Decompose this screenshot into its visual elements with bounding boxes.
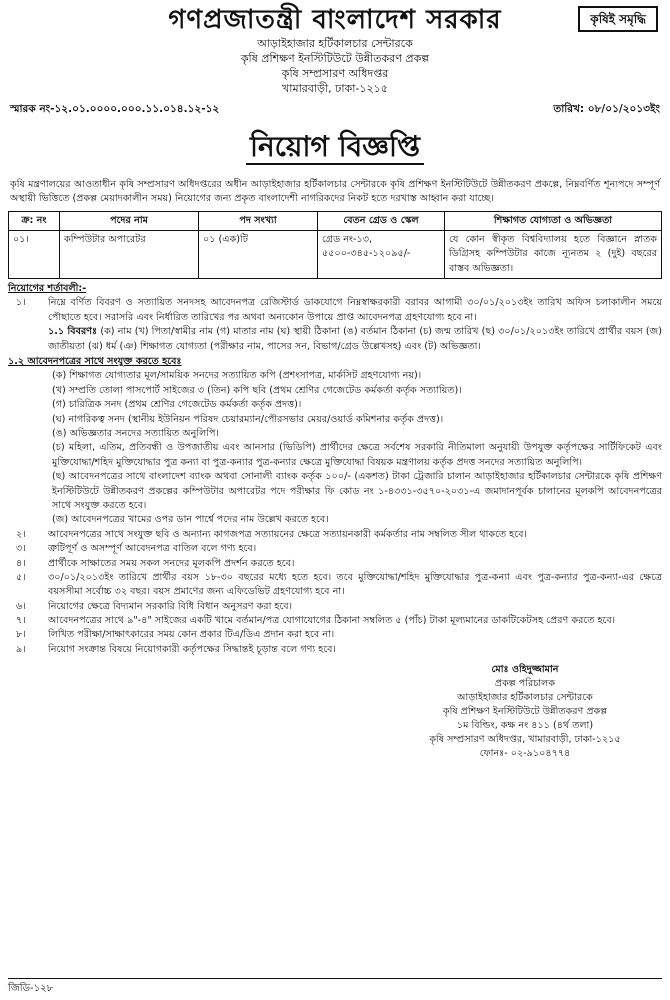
attachments-title: ১.২ আবেদনপত্রের সাথে সংযুক্ত করতে হবেঃ: [8, 356, 182, 368]
memo-reference: স্মারক নং-১২.০১.০০০০.০০০.১১.০১৪.১২-১২: [10, 103, 220, 115]
table-header: বেতন গ্রেড ও স্কেল: [318, 211, 445, 230]
condition-number: ৪।: [16, 557, 26, 569]
condition-item: [8, 600, 662, 614]
condition-text: আবেদনপত্রের সাথে ৯"-৪" সাইজের একটি খামে বর্তমান/পত্র যোগাযোগের ঠিকানা সম্বলিত ৫ (পাঁচ) টাকা মূল্যমানের ডাকটিকেটসহ প্রেরণ করতে হবে।: [48, 615, 616, 627]
header-line: খামারবাড়ী, ঢাকা-১২১৫: [282, 82, 388, 95]
condition-text: নিয়োগ সংক্রান্ত বিষয়ে নিয়োগকারী কর্তৃপক্ষের সিদ্ধান্তই চূড়ান্ত বলে গণ্য হবে।: [48, 643, 336, 655]
attachment-item: (ক) শিক্ষাগত যোগ্যতার মূল/সাময়িক সনদের সত্যায়িত কপি (প্রশংসাপত্র, মার্কসিট গ্রহণযোগ্য নয়)।: [52, 370, 422, 382]
bio-data-label: ১.১ বিবরণঃ: [48, 326, 98, 338]
signature-line: প্রকল্প পরিচালক: [494, 678, 556, 690]
condition-number: ৫।: [16, 571, 26, 583]
condition-item: [8, 643, 662, 657]
condition-number: ৯।: [16, 643, 26, 655]
attachment-item: (ছ) আবেদনপত্রের সাথে বাংলাদেশ ব্যাংক অথবা সোনালী ব্যাংক কর্তৃক ১০০/- (একশত) টাকা ট্রেজারি চালান আড়াইহাজার হর্টিকালচার সেন্টারকে কৃষি প্রশিক্ষণ ইনস্টিটিউটে উন্নীতকরণ প্রকল্পের কম্পিউটার অপারেটর পদে পরীক্ষার ফি কোড নং ১-৪৩৩১-৩৫৭০-২০৩১-এ জমাদানপূর্বক চালানের মূলকপি আবেদনপত্রের সাথে সংযুক্ত করতে হবে।: [52, 471, 662, 511]
condition-item: [8, 571, 662, 600]
condition-item: [8, 614, 662, 628]
bio-data-text: (ক) নাম (খ) পিতা/স্বামীর নাম (গ) মাতার নাম (ঘ) স্থায়ী ঠিকানা (ঙ) বর্তমান ঠিকানা (চ) জন্ম তারিখ (ছ) ৩০/০১/২০১৩ইং তারিখে প্রার্থীর বয়স (জ) জাতীয়তা (ঝ) ধর্ম (ঞ) শিক্ষাগত যোগ্যতা (পরীক্ষার নাম, পাসের সন, বিভাগ/গ্রেড উল্লেখসহ) এবং (ট) অভিজ্ঞতা।: [48, 326, 662, 352]
condition-item: [8, 542, 662, 556]
condition-item: [8, 557, 662, 571]
condition-text: ত্রুটিপূর্ণ ও অসম্পূর্ণ আবেদনপত্র বাতিল বলে গণ্য হবে।: [48, 543, 257, 555]
signature-block: [380, 663, 670, 760]
attachment-item: (ঙ) অভিজ্ঞতার সনদের সত্যায়িত অনুলিপি।: [52, 428, 219, 439]
signatory-name: মোঃ ওহিদুজ্জামান: [491, 664, 559, 676]
memo-date: তারিখ: ০৮/০১/২০১৩ইং: [553, 103, 660, 115]
condition-text: লিখিত পরীক্ষা/সাক্ষাৎকারের সময় কোন প্রকার টিএ/ডিএ প্রদান করা হবে না।: [48, 629, 335, 641]
header-line: কৃষি প্রশিক্ষণ ইনস্টিটিউটে উন্নীতকরণ প্রকল্প: [240, 52, 430, 65]
conditions-title: নিয়োগের শর্তাবলী:-: [8, 283, 87, 295]
table-cell: ০১।: [9, 230, 60, 278]
condition-number: ১।: [16, 297, 26, 309]
condition-item: [8, 528, 662, 542]
condition-number: ৭।: [16, 615, 26, 627]
attachment-item: (খ) সম্প্রতি তোলা পাসপোর্ট সাইজের ৩ (তিন) কপি ছবি (প্রথম শ্রেণির গেজেটেড কর্মকর্তা কর্তৃক সত্যায়িত)।: [52, 384, 462, 396]
header: [8, 0, 662, 96]
condition-number: ২।: [16, 528, 26, 540]
attachment-item: (ঘ) নাগরিকত্ব সনদ (স্থানীয় ইউনিয়ন পরিষদ চেয়ারম্যান/পৌরসভার মেয়র/ওয়ার্ড কমিশনার কর্তৃক প্রদত্ত)।: [52, 413, 444, 425]
condition-number: ৮।: [16, 629, 26, 641]
government-title: গণপ্রজাতন্ত্রী বাংলাদেশ সরকার: [168, 5, 502, 35]
condition-number: ৩।: [16, 543, 26, 555]
attachment-item: (জ) আবেদনপত্রের খামের ওপর ডান পার্শ্বে পদের নাম উল্লেখ করতে হবে।: [52, 514, 329, 526]
signature-line: ১ম বিল্ডিং, কক্ষ নং ৪১১ (৪র্থ তলা): [456, 719, 594, 731]
condition-text: প্রার্থীকে সাক্ষাতের সময় সকল সনদের মূলকপি প্রদর্শন করতে হবে।: [48, 557, 295, 569]
attachment-item: (গ) চারিত্রিক সনদ (প্রথম শ্রেণির গেজেটেড কর্মকর্তা কর্তৃক প্রদত্ত)।: [52, 399, 302, 411]
table-cell: যে কোন স্বীকৃত বিশ্ববিদ্যালয় হতে বিজ্ঞানে স্নাতক ডিগ্রিসহ কম্পিউটার কাজে ন্যূনতম ২ (দুই) বছরের বাস্তব অভিজ্ঞতা।: [445, 230, 662, 278]
signature-line: কৃষি সম্প্রসারণ অধিদপ্তর, খামারবাড়ী, ঢাকা-১২১৫: [429, 733, 621, 745]
table-cell: গ্রেড নং-১৩, ৫৫০০-৩৪৫-১২০৯৫/-: [318, 230, 445, 278]
notice-title: নিয়োগ বিজ্ঞপ্তি: [8, 126, 662, 168]
slogan-stamp: কৃষিই সমৃদ্ধি: [578, 6, 658, 32]
condition-number: ৬।: [16, 600, 26, 612]
signature-line: কৃষি প্রশিক্ষণ ইনস্টিটিউটে উন্নীতকরণ প্রকল্প: [442, 705, 608, 717]
condition-item: [8, 296, 662, 354]
condition-text: নিম্নে বর্ণিত বিবরণ ও সত্যায়িত সনদসহ আবেদনপত্র রেজিস্টার্ড ডাকযোগে নিম্নস্বাক্ষরকারী বরাবর আগামী ৩০/০১/২০১৩ইং তারিখ অফিস চলাকালীন সময়ে পৌছাতে হবে। সরাসরি এবং নির্ধারিত তারিখের পর অথবা অন্যকোন উপায়ে প্রাপ্ত আবেদনপত্র গ্রহণযোগ্য হবে না। ১.১ বিবরণঃ (ক) নাম (খ) পিতা/স্বামীর নাম (গ) মাতার নাম (ঘ) স্থায়ী ঠিকানা (ঙ) বর্তমান ঠিকানা (চ) জন্ম তারিখ (ছ) ৩০/০১/২০১৩ইং তারিখে প্রার্থীর বয়স (জ) জাতীয়তা (ঝ) ধর্ম (ঞ) শিক্ষাগত যোগ্যতা (পরীক্ষার নাম, পাসের সন, বিভাগ/গ্রেড উল্লেখসহ) এবং (ট) অভিজ্ঞতা।: [48, 296, 662, 354]
vacancy-table: [8, 211, 662, 280]
header-line: আড়াইহাজার হর্টিকালচার সেন্টারকে: [257, 37, 413, 50]
table-header: ক্র: নং: [9, 211, 60, 230]
condition-text: নিয়োগের ক্ষেত্রে বিদ্যমান সরকারি বিধি বিধান অনুসরণ করা হবে।: [48, 600, 293, 612]
signature-line: আড়াইহাজার হর্টিকালচার সেন্টারকে: [457, 692, 593, 704]
footer-code: জিডি-১২৮: [8, 978, 662, 996]
table-row: [9, 230, 662, 278]
signature-line: ফোনঃ- ০২-৯১০৪৭৭৪: [479, 747, 571, 759]
attachment-item: (চ) মহিলা, এতিম, প্রতিবন্ধী ও উপজাতীয় এবং আনসার (ভিডিপি) প্রার্থীদের ক্ষেত্রে সর্বশেষ সরকারি নীতিমালা অনুযায়ী উপযুক্ত কর্তৃপক্ষের সার্টিফিকেট এবং মুক্তিযোদ্ধা/শহিদ মুক্তিযোদ্ধার পুত্র কন্যা বা পুত্র-কন্যার পুত্র-কন্যার ক্ষেত্রে মুক্তিযোদ্ধা বিষয়ক মন্ত্রণালয় কর্তৃক প্রদত্ত সনদের সত্যায়িত অনুলিপি।: [52, 442, 662, 468]
table-header-row: [9, 211, 662, 230]
intro-paragraph: কৃষি মন্ত্রণালয়ের আওতাধীন কৃষি সম্প্রসারণ অধিদপ্তরের অধীন আড়াইহাজার হর্টিকালচার সেন্টারকে কৃষি প্রশিক্ষণ ইনস্টিটিউটে উন্নীতকরণ প্রকল্পে, নিম্নবর্ণিত শূন্যপদে সম্পূর্ণ অস্থায়ী ভিত্তিতে (প্রকল্প মেয়াদকালীন সময়) নিয়োগের জন্য প্রকৃত বাংলাদেশী নাগরিকদের নিকট হতে দরখাস্ত আহ্বান করা যাচ্ছে।: [10, 178, 660, 205]
bio-data-item: [48, 325, 662, 354]
table-cell: কম্পিউটার অপারেটর: [60, 230, 199, 278]
table-cell: ০১ (এক)টি: [199, 230, 318, 278]
table-header: পদের নাম: [60, 211, 199, 230]
condition-text: আবেদনপত্রের সাথে সংযুক্ত ছবি ও অন্যান্য কাগজপত্র সত্যায়নের ক্ষেত্রে সত্যায়নকারী কর্মকর্তার নাম সম্বলিত সীল থাকতে হবে।: [48, 528, 527, 540]
header-line: কৃষি সম্প্রসারণ অধিদপ্তর: [281, 67, 389, 80]
condition-item: [8, 628, 662, 642]
table-header: পদ সংখ্যা: [199, 211, 318, 230]
condition-text: ৩০/০১/২০১৩ইং তারিখে প্রার্থীর বয়স ১৮-৩০ বছরের মধ্যে হতে হবে। তবে মুক্তিযোদ্ধা/শহিদ মুক্তিযোদ্ধার পুত্র-কন্যা এবং পুত্র-কন্যার পুত্র-কন্যা-এর ক্ষেত্রে বয়সসীমা সর্বোচ্চ ৩২ বছর। বয়স প্রমাণের জন্য এফিডেভিট গ্রহণযোগ্য হবে না।: [48, 571, 662, 598]
memo-row: [10, 102, 660, 118]
table-header: শিক্ষাগত যোগ্যতা ও অভিজ্ঞতা: [445, 211, 662, 230]
